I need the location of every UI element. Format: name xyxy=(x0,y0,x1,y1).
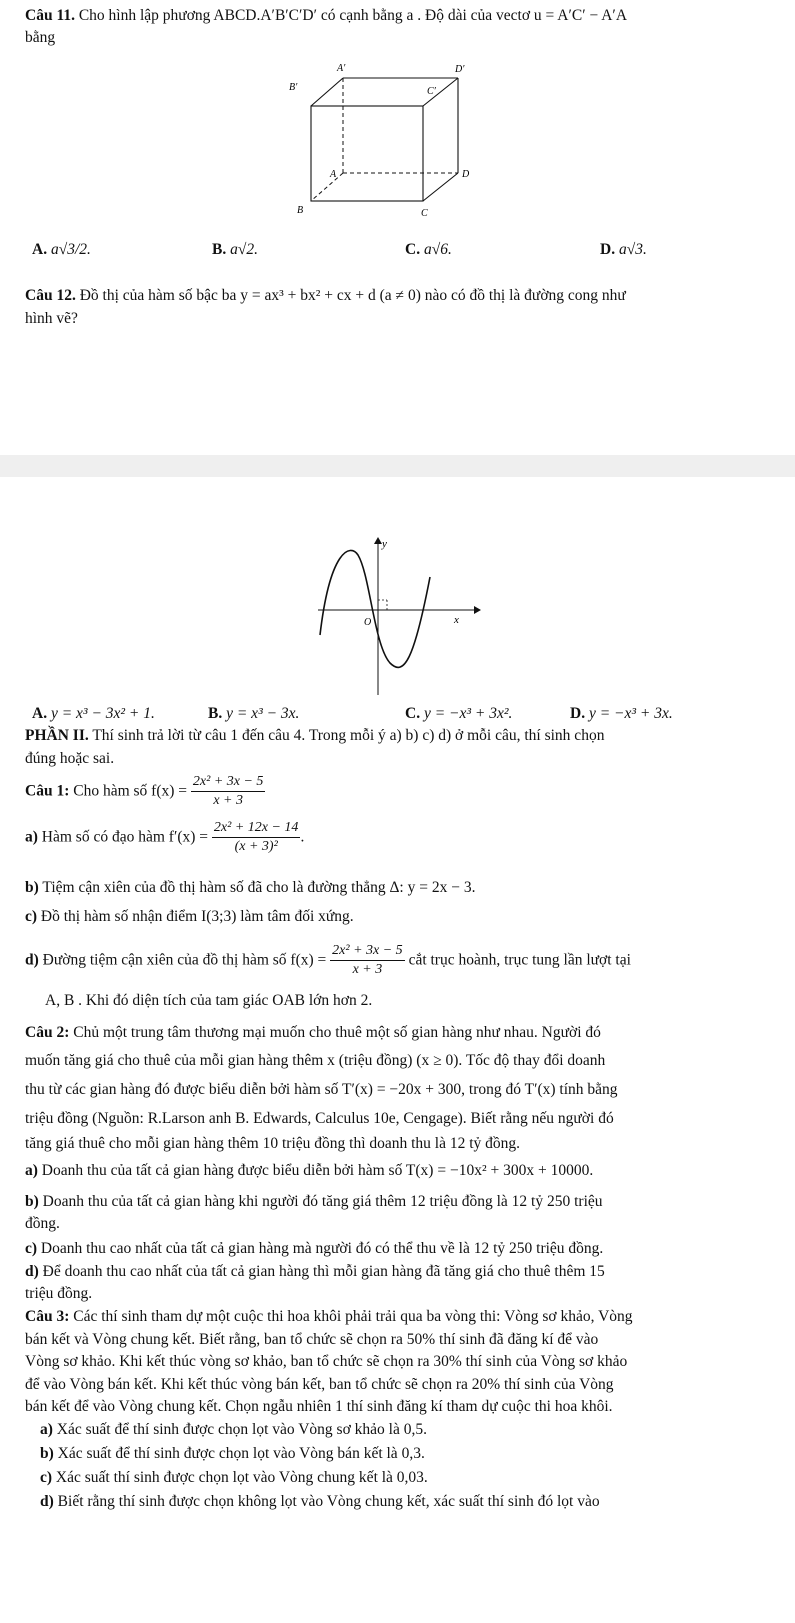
label-B-prime: B′ xyxy=(289,82,298,93)
q12-option-a-letter: A. xyxy=(32,705,48,722)
scan-band xyxy=(0,455,795,477)
c3-a-text: Xác suất để thí sinh được chọn lọt vào Vòng sơ khảo là 0,5. xyxy=(56,1421,427,1438)
q11-option-d[interactable] xyxy=(600,240,647,260)
c1-b-text: Tiệm cận xiên của đồ thị hàm số đã cho là đường thẳng Δ: y = 2x − 3. xyxy=(42,879,476,896)
label-A: A xyxy=(330,169,337,180)
c3-label: Câu 3: xyxy=(25,1308,70,1325)
c1-function-fraction xyxy=(191,773,266,810)
c3-p5: bán kết để vào Vòng chung kết. Chọn ngẫu nhiên 1 thí sinh đăng kí tham dự cuộc thi hoa khôi. xyxy=(25,1398,613,1415)
q12-option-b[interactable] xyxy=(208,704,299,724)
graph-label-origin: O xyxy=(364,617,372,628)
c3-b-text: Xác suất để thí sinh được chọn lọt vào Vòng bán kết là 0,3. xyxy=(57,1445,425,1462)
c1-b-label: b) xyxy=(25,879,39,896)
q12-option-d-letter: D. xyxy=(570,705,586,722)
c3-c-label: c) xyxy=(40,1469,53,1486)
c2-p3: thu từ các gian hàng đó được biểu diễn bởi hàm số T′(x) = −20x + 300, trong đó T′(x) tính bằng xyxy=(25,1081,618,1098)
q12-option-c-text: y = −x³ + 3x². xyxy=(423,705,513,722)
c2-statement-d[interactable] xyxy=(25,1262,605,1282)
label-A-prime: A′ xyxy=(337,63,346,74)
c1-stem xyxy=(25,773,265,810)
c3-p2: bán kết và Vòng chung kết. Biết rằng, ban tổ chức sẽ chọn ra 50% thí sinh đã đăng kí để vào xyxy=(25,1331,599,1348)
q12-option-d[interactable] xyxy=(570,704,673,724)
q12-option-a[interactable] xyxy=(32,704,155,724)
q11-stem xyxy=(25,6,627,26)
c3-p4: để vào Vòng bán kết. Khi kết thúc vòng bán kết, ban tổ chức sẽ chọn ra 20% thí sinh của Vòng xyxy=(25,1376,614,1393)
c1-d-label: d) xyxy=(25,951,39,969)
label-D: D xyxy=(462,169,470,180)
c2-p5: tăng giá thuê cho mỗi gian hàng thêm 10 triệu đồng thì doanh thu là 12 tỷ đồng. xyxy=(25,1135,521,1152)
c1-statement-d[interactable] xyxy=(25,942,631,979)
c3-c-text: Xác suất thí sinh được chọn lọt vào Vòng chung kết là 0,03. xyxy=(55,1469,428,1486)
q11-option-b-letter: B. xyxy=(212,241,227,258)
c2-p1-text: Chủ một trung tâm thương mại muốn cho thuê một số gian hàng như nhau. Người đó xyxy=(73,1024,601,1041)
c3-statement-c[interactable] xyxy=(40,1468,428,1488)
c2-p4: triệu đồng (Nguồn: R.Larson anh B. Edwards, Calculus 10e, Cengage). Biết rằng nếu người đó xyxy=(25,1110,614,1127)
cubic-curve xyxy=(320,550,430,667)
c1-a-label: a) xyxy=(25,828,38,846)
graph-label-y: y xyxy=(382,538,387,550)
c3-d-label: d) xyxy=(40,1493,54,1510)
c3-statement-b[interactable] xyxy=(40,1444,425,1464)
part2-intro-text: Thí sinh trả lời từ câu 1 đến câu 4. Trong mỗi ý a) b) c) d) ở mỗi câu, thí sinh chọn xyxy=(92,727,605,744)
graph-label-x: x xyxy=(454,614,459,626)
c3-statement-d[interactable] xyxy=(40,1492,600,1512)
c3-p3: Vòng sơ khảo. Khi kết thúc vòng sơ khảo, ban tổ chức sẽ chọn ra 30% thí sinh của Vòng sơ khảo xyxy=(25,1353,628,1370)
q12-option-a-text: y = x³ − 3x² + 1. xyxy=(50,705,155,722)
c1-d-denominator: x + 3 xyxy=(352,962,383,978)
part2-intro-cont: đúng hoặc sai. xyxy=(25,750,115,767)
cube-figure xyxy=(285,58,475,228)
c1-func-numerator: 2x² + 3x − 5 xyxy=(191,773,266,792)
c1-label: Câu 1: xyxy=(25,782,70,800)
q12-stem xyxy=(25,286,626,306)
c2-c-text: Doanh thu cao nhất của tất cả gian hàng mà người đó có thể thu về là 12 tỷ 250 triệu đồng. xyxy=(40,1240,604,1257)
q12-option-b-text: y = x³ − 3x. xyxy=(226,705,300,722)
c3-b-label: b) xyxy=(40,1445,54,1462)
c2-statement-c[interactable] xyxy=(25,1239,603,1259)
c3-p1 xyxy=(25,1307,633,1327)
c2-b-text: Doanh thu của tất cả gian hàng khi người đó tăng giá thêm 12 triệu đồng là 12 tỷ 250 triệu xyxy=(42,1193,603,1210)
c1-statement-b[interactable] xyxy=(25,878,475,898)
c1-derivative-fraction xyxy=(212,819,301,856)
c2-p2: muốn tăng giá cho thuê của mỗi gian hàng thêm x (triệu đồng) (x ≥ 0). Tốc độ thay đổi doanh xyxy=(25,1052,606,1069)
c2-a-text: Doanh thu của tất cả gian hàng được biểu diễn bởi hàm số T(x) = −10x² + 300x + 10000. xyxy=(41,1162,594,1179)
q12-option-c-letter: C. xyxy=(405,705,421,722)
c3-p1-text: Các thí sinh tham dự một cuộc thi hoa khôi phải trải qua ba vòng thi: Vòng sơ khảo, Vòng xyxy=(73,1308,633,1325)
part2-intro xyxy=(25,726,604,746)
q12-option-c[interactable] xyxy=(405,704,512,724)
c1-d-text: Đường tiệm cận xiên của đồ thị hàm số f(x) = xyxy=(42,951,327,969)
c1-stem-text: Cho hàm số f(x) = xyxy=(73,782,188,800)
c2-label: Câu 2: xyxy=(25,1024,70,1041)
q11-option-b[interactable] xyxy=(212,240,258,260)
c1-statement-d-cont: A, B . Khi đó diện tích của tam giác OAB lớn hơn 2. xyxy=(45,992,373,1009)
q11-option-c-letter: C. xyxy=(405,241,421,258)
c1-c-text: Đồ thị hàm số nhận điểm I(3;3) làm tâm đối xứng. xyxy=(40,908,354,925)
c2-statement-b[interactable] xyxy=(25,1192,603,1212)
label-D-prime: D′ xyxy=(455,64,465,75)
c1-d-numerator: 2x² + 3x − 5 xyxy=(330,942,405,961)
c2-p1 xyxy=(25,1023,601,1043)
label-C: C xyxy=(421,208,428,219)
c1-a-text: Hàm số có đạo hàm f′(x) = xyxy=(41,828,209,846)
c3-d-text: Biết rằng thí sinh được chọn không lọt vào Vòng chung kết, xác suất thí sinh đó lọt vào xyxy=(57,1493,600,1510)
q11-option-a-text: a√3/2. xyxy=(50,241,91,258)
q11-option-d-text: a√3. xyxy=(618,241,647,258)
q11-option-c[interactable] xyxy=(405,240,452,260)
c1-func-denominator: x + 3 xyxy=(213,793,243,809)
q11-stem-cont: bằng xyxy=(25,29,56,46)
q11-option-d-letter: D. xyxy=(600,241,616,258)
part2-heading: PHẦN II. xyxy=(25,727,89,744)
c2-d-label: d) xyxy=(25,1263,39,1280)
label-B: B xyxy=(297,205,304,216)
q11-option-c-text: a√6. xyxy=(423,241,452,258)
c3-a-label: a) xyxy=(40,1421,53,1438)
c2-d-text: Để doanh thu cao nhất của tất cả gian hàng thì mỗi gian hàng đã tăng giá cho thuê thêm 15 xyxy=(42,1263,605,1280)
label-C-prime: C′ xyxy=(427,86,436,97)
c1-derivative-denominator: (x + 3)² xyxy=(234,839,278,855)
c1-d-fraction xyxy=(330,942,405,979)
q12-stem-text: Đồ thị của hàm số bậc ba y = ax³ + bx² + cx + d (a ≠ 0) nào có đồ thị là đường cong như xyxy=(79,287,626,304)
q11-label: Câu 11. xyxy=(25,7,75,24)
cubic-graph xyxy=(318,535,488,700)
c1-statement-a[interactable]: a) Hàm số có đạo hàm f′(x) = $\frac{\text{2x² + 12x − 14}}{\text{(x + 3)²}}$ . xyxy=(25,819,304,856)
c1-statement-c[interactable] xyxy=(25,907,354,927)
c3-statement-a[interactable] xyxy=(40,1420,427,1440)
c2-a-label: a) xyxy=(25,1162,38,1179)
q11-stem-text: Cho hình lập phương ABCD.A′B′C′D′ có cạnh bằng a . Độ dài của vectơ u = A′C′ − A′A xyxy=(78,7,628,24)
q11-option-b-text: a√2. xyxy=(230,241,258,258)
q12-label: Câu 12. xyxy=(25,287,76,304)
c2-statement-b-cont: đồng. xyxy=(25,1215,60,1232)
c1-c-label: c) xyxy=(25,908,38,925)
c2-c-label: c) xyxy=(25,1240,38,1257)
q12-stem-cont: hình vẽ? xyxy=(25,310,78,327)
q11-option-a-letter: A. xyxy=(32,241,48,258)
q11-option-a[interactable] xyxy=(32,240,91,260)
c1-d-text-cont: cắt trục hoành, trục tung lần lượt tại xyxy=(408,951,631,969)
c2-b-label: b) xyxy=(25,1193,39,1210)
q12-option-d-text: y = −x³ + 3x. xyxy=(588,705,673,722)
q12-option-b-letter: B. xyxy=(208,705,223,722)
c1-derivative-numerator: 2x² + 12x − 14 xyxy=(212,819,301,838)
c2-statement-a[interactable] xyxy=(25,1161,593,1181)
c2-statement-d-cont: triệu đồng. xyxy=(25,1285,93,1302)
